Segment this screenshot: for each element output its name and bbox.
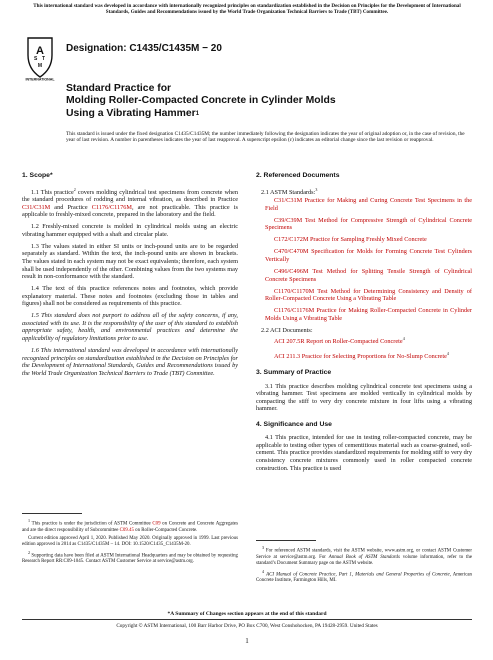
reference-title[interactable]: Test Method for Splitting Tensile Strength of Cylindrical Concrete Specimens [265, 268, 472, 283]
ref-link-c31[interactable]: C31/C31M [22, 203, 51, 211]
title-line-3: Using a Vibrating Hammer$^1$ [66, 107, 200, 119]
para-1-2: 1.2 Freshly-mixed concrete is molded in cylindrical molds using an electric vibrating hammer equipped with a shaft and circular plate. [22, 223, 238, 238]
svg-text:S: S [34, 56, 38, 62]
para-1-6: 1.6 This international standard was developed in accordance with internationally recognized principles on standardization established in the Decision on Principles for the Development of International Standards, Guides and Recommendations issued by the World Trade Organization Technical Barriers to Trade (TBT) Committee. [22, 346, 238, 377]
astm-reference-list [256, 197, 472, 322]
astm-logo [22, 35, 58, 81]
title-line-1: Standard Practice for [66, 83, 172, 94]
aci-reference-list [256, 335, 472, 361]
astm-standards-label: 2.1 ASTM Standards:$^3$ [261, 186, 318, 196]
reference-item [256, 217, 472, 232]
left-footnotes [22, 513, 238, 567]
para-3-1: 3.1 This practice describes molding cylindrical concrete test specimens using a vibrating hammer. Test specimens are molded vertically in cylindrical molds by compacting the stiff to very dry concrete mixture in four lifts using a vibrating hammer. [256, 382, 472, 413]
left-column [22, 172, 238, 382]
reference-title[interactable]: Practice for Sampling Freshly Mixed Concrete [308, 236, 427, 244]
footnote-1: $^1$ This practice is under the jurisdiction of ASTM Committee C09 on Concrete and Concrete Aggregates and are the direct responsibility of Subcommittee C09.45 on Roller-Compacted Concrete. [22, 518, 238, 533]
scope-heading: 1. Scope* [22, 172, 53, 179]
aci-code-link[interactable]: ACI 207.5R [274, 338, 305, 346]
para-4-1: 4.1 This practice, intended for use in testing roller-compacted concrete, may be applicable to testing other types of cementitious material such as coarse-grained, soil-cement. This practice provides standardized requirements for molding stiff to very dry consistency concrete mixtures commonly used in roller compacted concrete construction. This practice is used [256, 434, 472, 472]
ref-link-c09[interactable]: C09 [152, 521, 161, 527]
aci-reference-item [256, 350, 472, 361]
reference-code-link[interactable]: C39/C39M [274, 216, 303, 224]
referenced-documents-heading: 2. Referenced Documents [256, 172, 340, 179]
significance-heading: 4. Significance and Use [256, 420, 332, 428]
reference-item [256, 248, 472, 263]
aci-title[interactable]: Report on Roller-Compacted Concrete [304, 338, 403, 346]
footnote-3: $^3$ For referenced ASTM standards, visit the ASTM website, www.astm.org, or contact ASTM Customer Service at service@astm.org. For Annual Book of ASTM Standards volume information, refer to the standard’s Document Summary page on the ASTM website. [256, 545, 473, 566]
aci-reference-item [256, 335, 472, 346]
issue-note: This standard is issued under the fixed designation C1435/C1435M; the number immediately following the designation indicates the year of original adoption or, in the case of revision, the year of last revision. A number in parentheses indicates the year of last reapproval. A superscript epsilon (ε) indicates an editorial change since the last revision or reapproval. [66, 131, 465, 144]
aci-documents-label: 2.2 ACI Documents: [261, 326, 313, 334]
reference-item [256, 268, 472, 283]
reference-item [256, 307, 472, 322]
right-column [256, 172, 472, 477]
reference-code-link[interactable]: C1176/C1176M [274, 307, 315, 315]
reference-title[interactable]: Test Method for Determining Consistency and Density of Roller-Compacted Concrete Using a Vibrating Table [265, 287, 472, 303]
copyright: Copyright © ASTM International, 100 Barr Harbor Drive, PO Box C700, West Conshohocken, PA 19428-2959. United States [116, 623, 378, 629]
reference-title[interactable]: Test Method for Compressive Strength of Cylindrical Concrete Specimens [265, 216, 472, 232]
aci-footnote-mark: 4 [402, 336, 405, 342]
aci-title[interactable]: Practice for Selecting Proportions for No-Slump Concrete [300, 353, 447, 361]
reference-code-link[interactable]: C1170/C1170M [274, 287, 315, 295]
reference-code-link[interactable]: C496/C496M [274, 268, 309, 275]
ref-link-c0945[interactable]: C09.45 [119, 527, 134, 533]
ref-link-c1176[interactable]: C1176/C1176M [91, 203, 132, 211]
reference-title[interactable]: Practice for Making and Curing Concrete Test Specimens in the Field [265, 197, 472, 212]
footnote-rule [22, 513, 82, 514]
summary-heading: 3. Summary of Practice [256, 369, 332, 377]
title-line-2: Molding Roller-Compacted Concrete in Cylinder Molds [66, 95, 336, 107]
copyright-divider [22, 619, 472, 620]
designation: Designation: C1435/C1435M − 20 [66, 43, 222, 54]
para-1-3: 1.3 The values stated in either SI units or inch-pound units are to be regarded separately as standard. Within the text, the inch-pound units are shown in brackets. The values stated in each system may not be exact equivalents; therefore, each system shall be used independently of the other. Combining values from the two systems may result in non-conformance with the standard. [22, 242, 238, 281]
footnote-1-edition: Current edition approved April 1, 2020. Published May 2020. Originally approved in 1999. Last previous edition approved in 2014 as C1435/C1435M – 14. DOI: 10.1520/C1435_C1435M-20. [22, 535, 238, 547]
right-footnotes [256, 540, 472, 586]
reference-item [256, 236, 472, 244]
aci-code-link[interactable]: ACI 211.3 [274, 353, 301, 361]
reference-code-link[interactable]: C172/C172M [274, 236, 309, 244]
svg-text:INTERNATIONAL: INTERNATIONAL [25, 77, 55, 81]
page-number: 1 [245, 637, 249, 645]
reference-item [256, 288, 472, 303]
reference-item [256, 197, 472, 212]
document-title [66, 83, 396, 120]
summary-of-changes-note: *A Summary of Changes section appears at the end of this standard [167, 611, 327, 617]
aci-footnote-mark: 4 [446, 351, 449, 357]
para-1-4: 1.4 The text of this practice references notes and footnotes, which provide explanatory material. These notes and footnotes (excluding those in tables and figures) shall not be considered as requirements of this practice. [22, 285, 238, 308]
para-1-5: 1.5 This standard does not purport to address all of the safety concerns, if any, associated with its use. It is the responsibility of the user of this standard to establish appropriate safety, health, and environmental practices and determine the applicability of regulatory limitations prior to use. [22, 312, 238, 342]
footnote-4: $^4$ ACI Manual of Concrete Practice, Part 1, Materials and General Properties of Concrete, American Concrete Institute, Farmington Hills, MI. [256, 568, 472, 584]
reference-title[interactable]: Practice for Making Roller-Compacted Concrete in Cylinder Molds Using a Vibrating Table [265, 307, 472, 322]
tbt-notice: This international standard was developed in accordance with internationally recognized principles on standardization established in the Decision on Principles for the Development of International Standards, Guides and Recommendations issued by the World Trade Organization Technical Barriers to Trade (TBT) Committee. [33, 3, 461, 16]
svg-text:M: M [37, 63, 43, 69]
footnote-2: $^2$ Supporting data have been filed at ASTM International Headquarters and may be obtained by requesting Research Report RR:C09-1045. Contact ASTM Customer Service at service@astm.org. [22, 549, 238, 565]
footnote-rule-right [256, 540, 316, 541]
para-1-1: 1.1 This practice$^2$ covers molding cylindrical test specimens from concrete when the standard procedures of rodding and internal vibration, as described in Practice C31/C31M and Practice C1176/C1176M, are not practicable. This practice is applicable to freshly-mixed concrete, prepared in the laboratory and the field. [22, 186, 238, 219]
reference-code-link[interactable]: C31/C31M [274, 197, 303, 205]
reference-code-link[interactable]: C470/C470M [274, 248, 309, 256]
reference-title[interactable]: Specification for Molds for Forming Concrete Test Cylinders Vertically [265, 248, 472, 263]
svg-text:T: T [42, 56, 46, 62]
svg-text:A: A [36, 45, 44, 57]
